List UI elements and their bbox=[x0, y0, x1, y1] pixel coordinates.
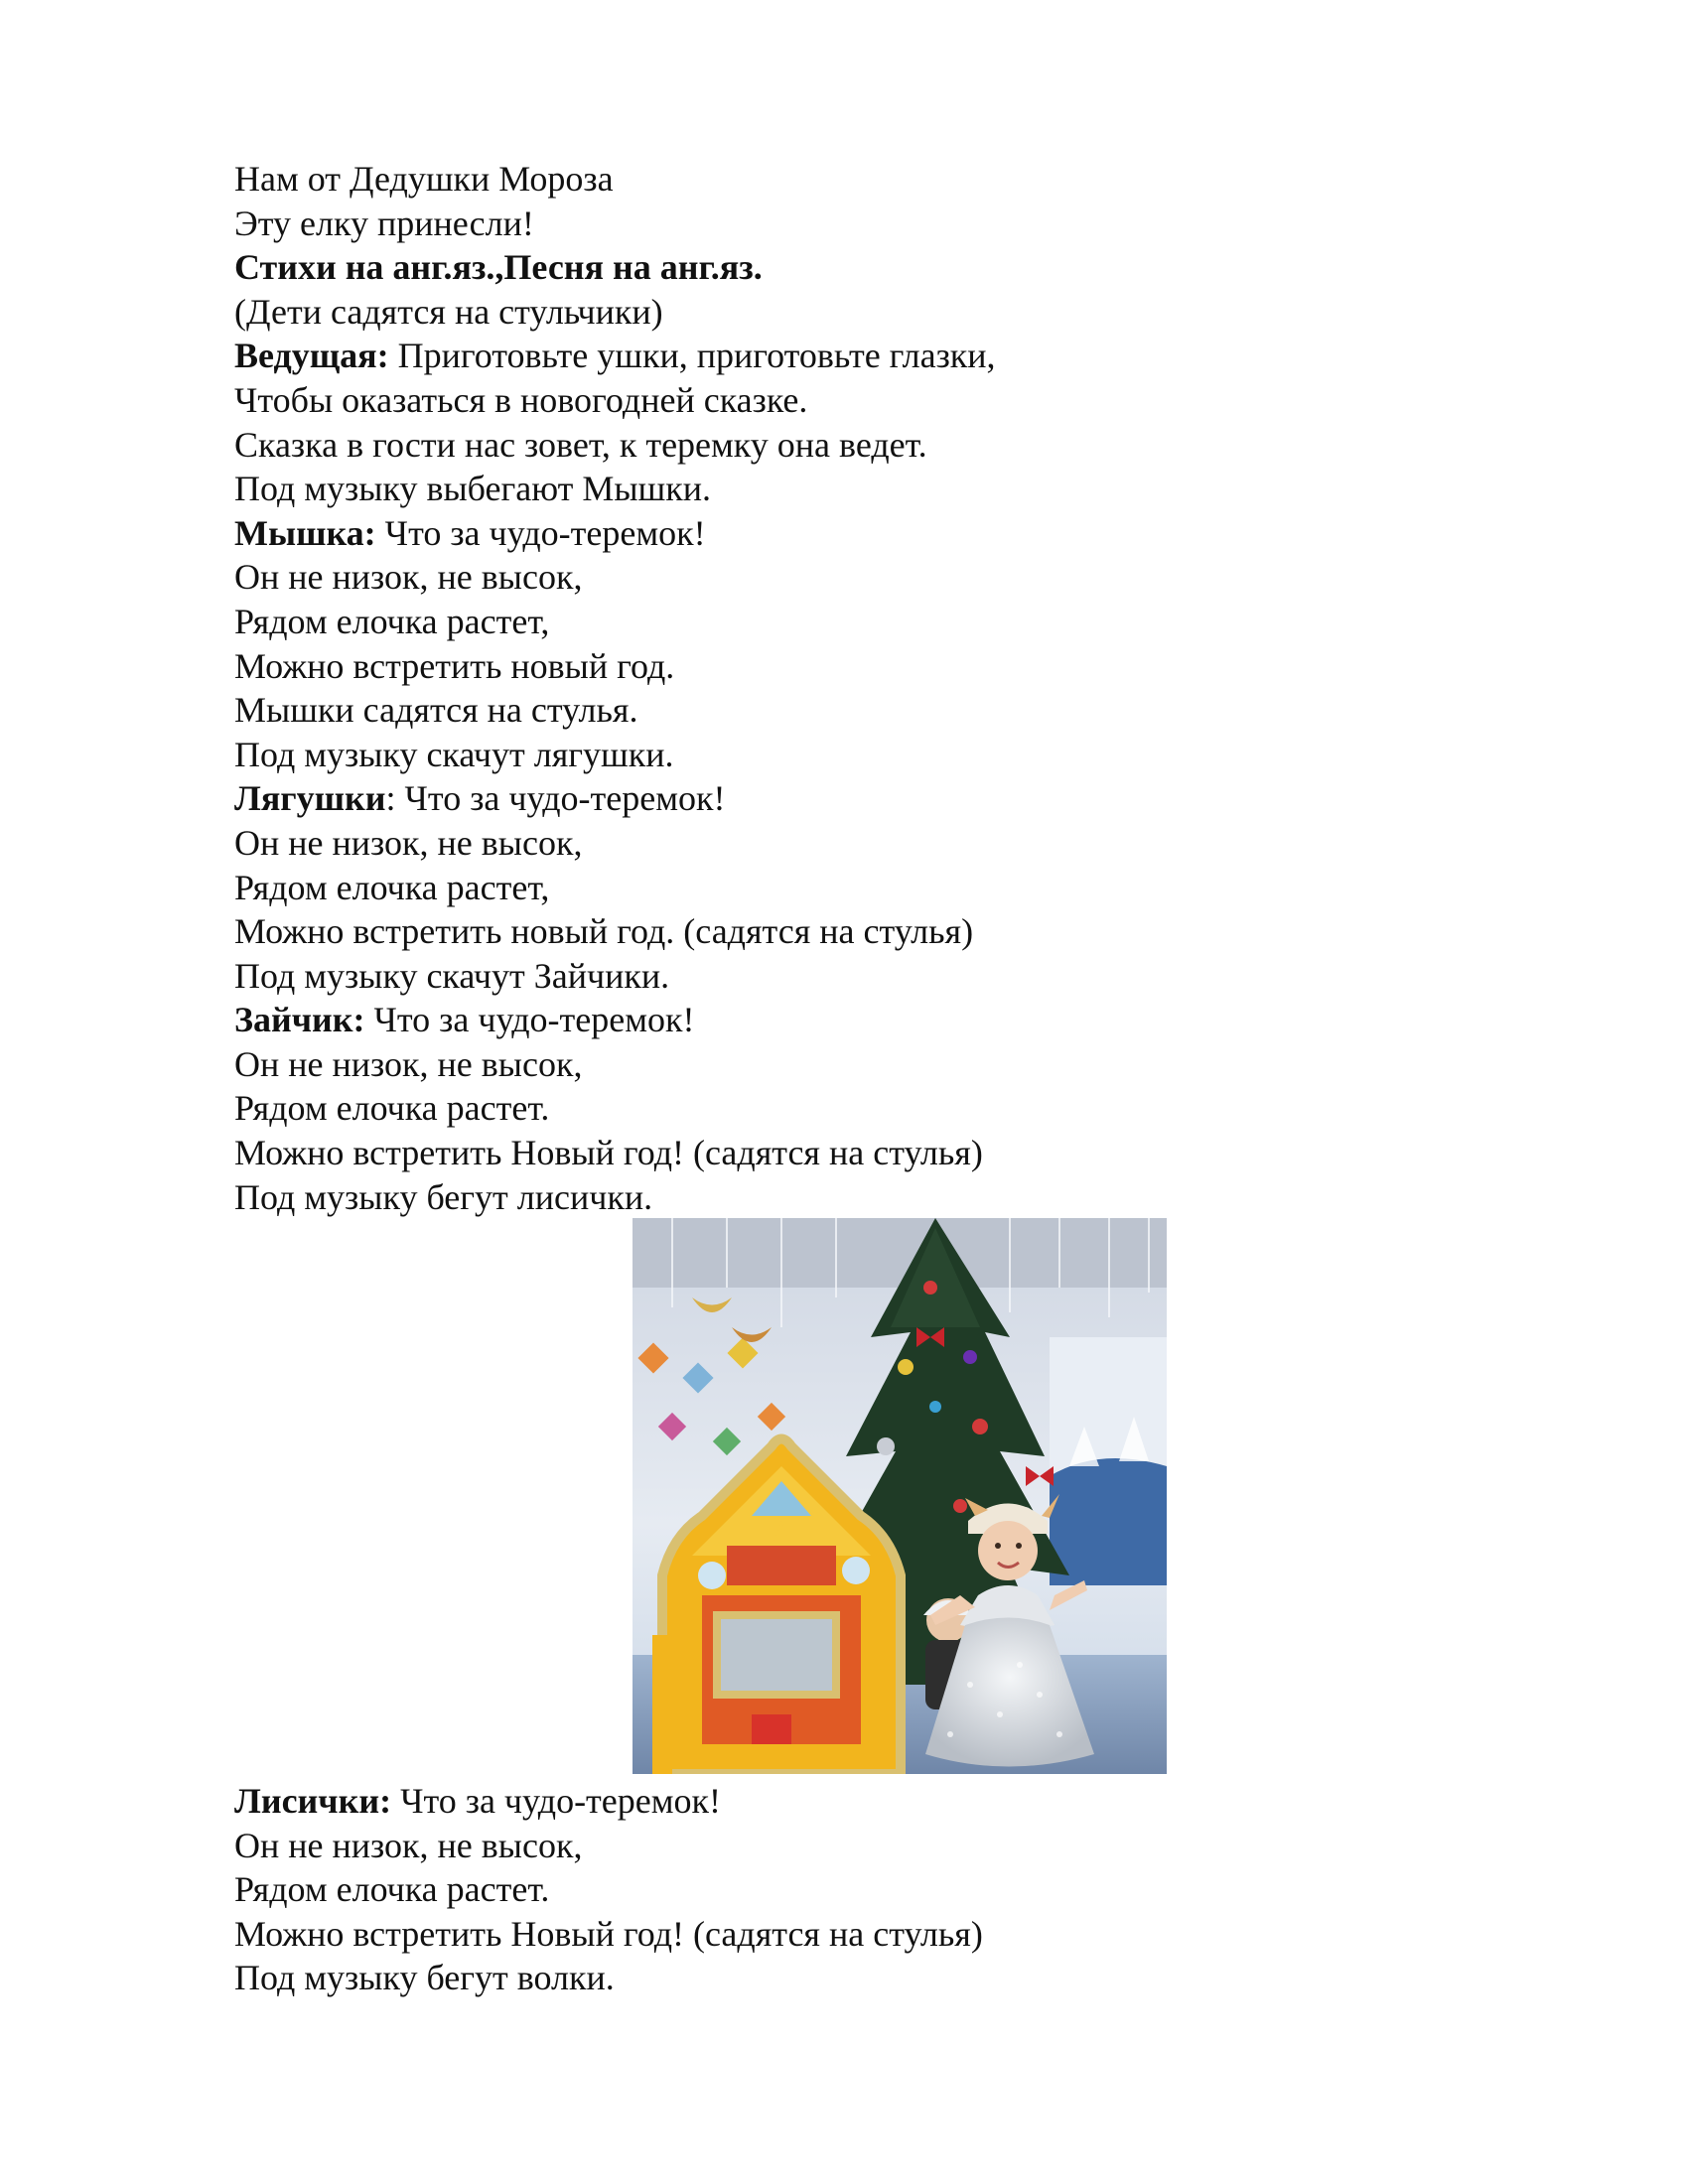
stage-direction: Под музыку скачут лягушки. bbox=[234, 734, 674, 774]
script-text-bottom bbox=[234, 1779, 1466, 2000]
text-line: Он не низок, не высок, bbox=[234, 1043, 583, 1084]
photo-illustration bbox=[633, 1218, 1167, 1774]
text-line: Он не низок, не высок, bbox=[234, 822, 583, 863]
text-line: Чтобы оказаться в новогодней сказке. bbox=[234, 379, 808, 420]
holiday-photo bbox=[633, 1218, 1167, 1774]
winter-backdrop bbox=[1050, 1458, 1167, 1585]
text-line: Можно встретить Новый год! (садятся на стулья) bbox=[234, 1133, 983, 1173]
stage-direction: Мышки садятся на стулья. bbox=[234, 690, 638, 731]
speaker-name: Лисички: bbox=[234, 1781, 392, 1821]
text-line: Рядом елочка растет, bbox=[234, 601, 550, 641]
text-line: Сказка в гости нас зовет, к теремку она ведет. bbox=[234, 424, 927, 465]
section-heading: Стихи на анг.яз.,Песня на анг.яз. bbox=[234, 247, 763, 288]
stage-direction: Под музыку выбегают Мышки. bbox=[234, 469, 712, 509]
text-line: Рядом елочка растет. bbox=[234, 1088, 550, 1129]
text-line: Эту елку принесли! bbox=[234, 203, 534, 243]
dialogue-line: Зайчик: Что за чудо-теремок! bbox=[234, 1000, 695, 1040]
text-line: Можно встретить новый год. bbox=[234, 645, 675, 686]
stage-direction: (Дети садятся на стульчики) bbox=[234, 291, 663, 332]
ceiling bbox=[633, 1218, 1167, 1288]
script-text-top bbox=[234, 157, 1466, 1219]
speaker-name: Лягушки bbox=[234, 778, 386, 819]
text-line: Он не низок, не высок, bbox=[234, 1825, 583, 1865]
stage-direction: Под музыку скачут Зайчики. bbox=[234, 955, 670, 996]
dialogue-line: Лягушки: Что за чудо-теремок! bbox=[234, 778, 726, 819]
stage-direction: Под музыку бегут волки. bbox=[234, 1958, 615, 1998]
dialogue-line: Ведущая: Приготовьте ушки, приготовьте глазки, bbox=[234, 336, 996, 376]
text-line: Можно встретить Новый год! (садятся на стулья) bbox=[234, 1913, 983, 1954]
text-line: Рядом елочка растет. bbox=[234, 1869, 550, 1910]
speaker-name: Зайчик: bbox=[234, 1000, 365, 1040]
speaker-name: Ведущая: bbox=[234, 336, 389, 376]
dialogue-line: Лисички: Что за чудо-теремок! bbox=[234, 1781, 722, 1821]
text-line: Можно встретить новый год. (садятся на стулья) bbox=[234, 911, 974, 952]
text-line: Он не низок, не высок, bbox=[234, 557, 583, 598]
text-line: Нам от Дедушки Мороза bbox=[234, 159, 614, 199]
text-line: Рядом елочка растет, bbox=[234, 867, 550, 907]
dialogue-line: Мышка: Что за чудо-теремок! bbox=[234, 512, 706, 553]
stage-direction: Под музыку бегут лисички. bbox=[234, 1176, 653, 1217]
speaker-name: Мышка: bbox=[234, 512, 376, 553]
